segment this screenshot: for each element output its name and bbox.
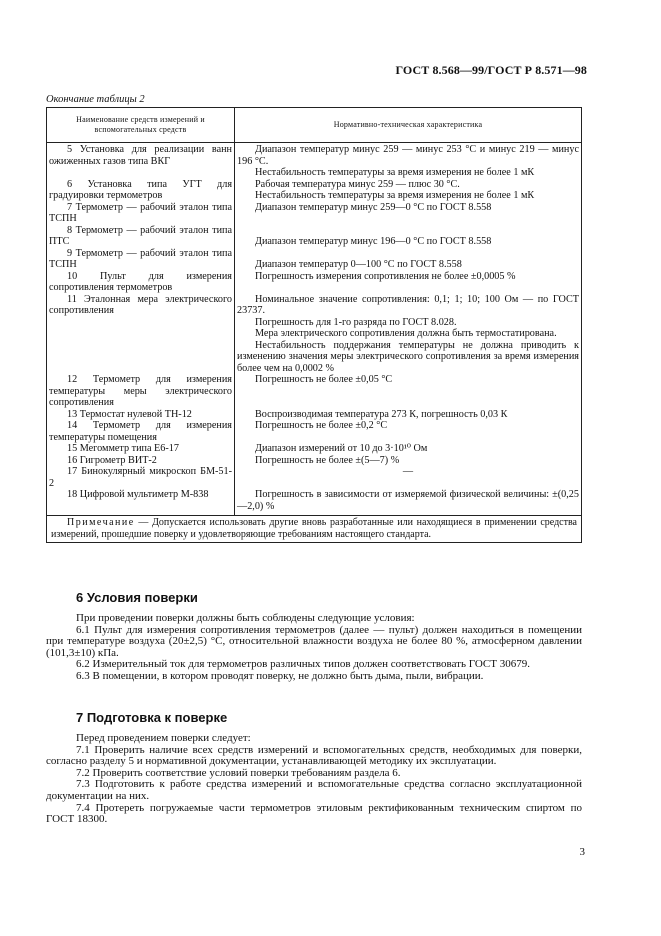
instrument-specs: Диапазон температур минус 196—0 °C по ГОСТ 8.558 bbox=[235, 225, 582, 248]
table-row bbox=[47, 294, 582, 375]
table-row bbox=[47, 466, 582, 489]
paragraph: 7.4 Протереть погружаемые части термометров этиловым ректификованным техническим спиртом по ГОСТ 18300. bbox=[46, 801, 582, 826]
instrument-name: 16 Гигрометр ВИТ-2 bbox=[47, 455, 235, 467]
instrument-name: 14 Термометр для измерения температуры помещения bbox=[47, 420, 235, 443]
paragraph: 7.1 Проверить наличие всех средств измерений и вспомогательных средств, необходимых для поверки, согласно разделу 5 и нормативной документации, устанавливающей методику их эксплуатации. bbox=[46, 743, 582, 768]
instrument-specs: Погрешность не более ±0,05 °C bbox=[235, 374, 582, 409]
paragraph: При проведении поверки должны быть соблюдены следующие условия: bbox=[76, 612, 415, 624]
column-header-characteristics: Нормативно-техническая характеристика bbox=[235, 108, 582, 143]
section-6-body bbox=[46, 613, 582, 683]
table-row bbox=[47, 248, 582, 271]
instrument-specs: Диапазон температур минус 259—0 °C по ГОСТ 8.558 bbox=[235, 202, 582, 225]
document-code-header: ГОСТ 8.568—99/ГОСТ Р 8.571—98 bbox=[395, 63, 587, 77]
table-row bbox=[47, 202, 582, 225]
instruments-table bbox=[46, 107, 582, 543]
table-row bbox=[47, 374, 582, 409]
page-number: 3 bbox=[579, 846, 585, 858]
instrument-specs: — bbox=[235, 466, 582, 489]
instrument-name: 13 Термостат нулевой ТН-12 bbox=[47, 409, 235, 421]
section-7-title: 7 Подготовка к поверке bbox=[76, 710, 228, 725]
instrument-specs: Погрешность не более ±0,2 °C bbox=[235, 420, 582, 443]
table-row bbox=[47, 443, 582, 455]
section-6-title: 6 Условия поверки bbox=[76, 590, 198, 605]
instrument-name: 9 Термометр — рабочий эталон типа ТСПН bbox=[47, 248, 235, 271]
table-row bbox=[47, 225, 582, 248]
instrument-specs: Воспроизводимая температура 273 К, погрешность 0,03 К bbox=[235, 409, 582, 421]
table-row bbox=[47, 271, 582, 294]
instrument-name: 18 Цифровой мультиметр М-838 bbox=[47, 489, 235, 516]
table-row bbox=[47, 489, 582, 516]
instrument-specs: Погрешность в зависимости от измеряемой физической величины: ±(0,25—2,0) % bbox=[235, 489, 582, 516]
table-note: Примечание — Допускается использовать другие вновь разработанные или находящиеся в применении средства измерений, прошедшие поверку и удовлетворяющие требованиям настоящего стандарта. bbox=[47, 516, 582, 543]
table-row bbox=[47, 420, 582, 443]
paragraph: Перед проведением поверки следует: bbox=[76, 732, 251, 744]
paragraph: 7.2 Проверить соответствие условий поверки требованиям раздела 6. bbox=[76, 766, 401, 779]
instrument-specs: Диапазон измерений от 10 до 3·10¹⁰ Ом bbox=[235, 443, 582, 455]
table-row bbox=[47, 409, 582, 421]
table-row bbox=[47, 143, 582, 179]
paragraph: 7.3 Подготовить к работе средства измерений и вспомогательные средства согласно эксплуатационной документации на них. bbox=[46, 778, 582, 802]
instrument-specs: Номинальное значение сопротивления: 0,1; 1; 10; 100 Ом — по ГОСТ 23737. Погрешность для 1-го разряда по ГОСТ 8.028. Мера электрического сопротивления должна быть термостатирована. Нестабильность поддержания температуры не должна приводить к изменению значения меры электрического сопротивления за время измерения более чем на 0,0002 % bbox=[235, 294, 582, 375]
table-row bbox=[47, 179, 582, 202]
instrument-name: 5 Установка для реализации ванн ожиженных газов типа ВКГ bbox=[47, 143, 235, 179]
instrument-name: 11 Эталонная мера электрического сопротивления bbox=[47, 294, 235, 375]
instrument-name: 12 Термометр для измерения температуры меры электрического сопротивления bbox=[47, 374, 235, 409]
instrument-name: 8 Термометр — рабочий эталон типа ПТС bbox=[47, 225, 235, 248]
instrument-name: 10 Пульт для измерения сопротивления термометров bbox=[47, 271, 235, 294]
section-7-body bbox=[46, 733, 582, 826]
instrument-specs: Диапазон температур минус 259 — минус 253 °C и минус 219 — минус 196 °C. Нестабильность температуры за время измерения не более 1 мК bbox=[235, 143, 582, 179]
paragraph: 6.2 Измерительный ток для термометров различных типов должен соответствовать ГОСТ 30679. bbox=[76, 658, 530, 671]
paragraph: 6.1 Пульт для измерения сопротивления термометров (далее — пульт) должен находиться в помещении при температуре воздуха (20±2,5) °C, относительной влажности воздуха не более 80 %, атмосферном давлении (101,3±10) кПа. bbox=[46, 623, 582, 659]
instrument-specs: Погрешность не более ±(5—7) % bbox=[235, 455, 582, 467]
instrument-name: 17 Бинокулярный микроскоп БМ-51-2 bbox=[47, 466, 235, 489]
paragraph: 6.3 В помещении, в котором проводят поверку, не должно быть дыма, пыли, вибрации. bbox=[76, 669, 484, 682]
instrument-name: 15 Мегомметр типа Е6-17 bbox=[47, 443, 235, 455]
table-note-row bbox=[47, 516, 582, 543]
table-header-row bbox=[47, 108, 582, 143]
instrument-name: 6 Установка типа УГТ для градуировки термометров bbox=[47, 179, 235, 202]
instrument-name: 7 Термометр — рабочий эталон типа ТСПН bbox=[47, 202, 235, 225]
instrument-specs: Рабочая температура минус 259 — плюс 30 °C. Нестабильность температуры за время измерения не более 1 мК bbox=[235, 179, 582, 202]
table-row bbox=[47, 455, 582, 467]
instrument-specs: Погрешность измерения сопротивления не более ±0,0005 % bbox=[235, 271, 582, 294]
instrument-specs: Диапазон температур 0—100 °C по ГОСТ 8.558 bbox=[235, 248, 582, 271]
column-header-instruments: Наименование средств измерений и вспомогательных средств bbox=[47, 108, 235, 143]
table-caption: Окончание таблицы 2 bbox=[46, 94, 145, 105]
